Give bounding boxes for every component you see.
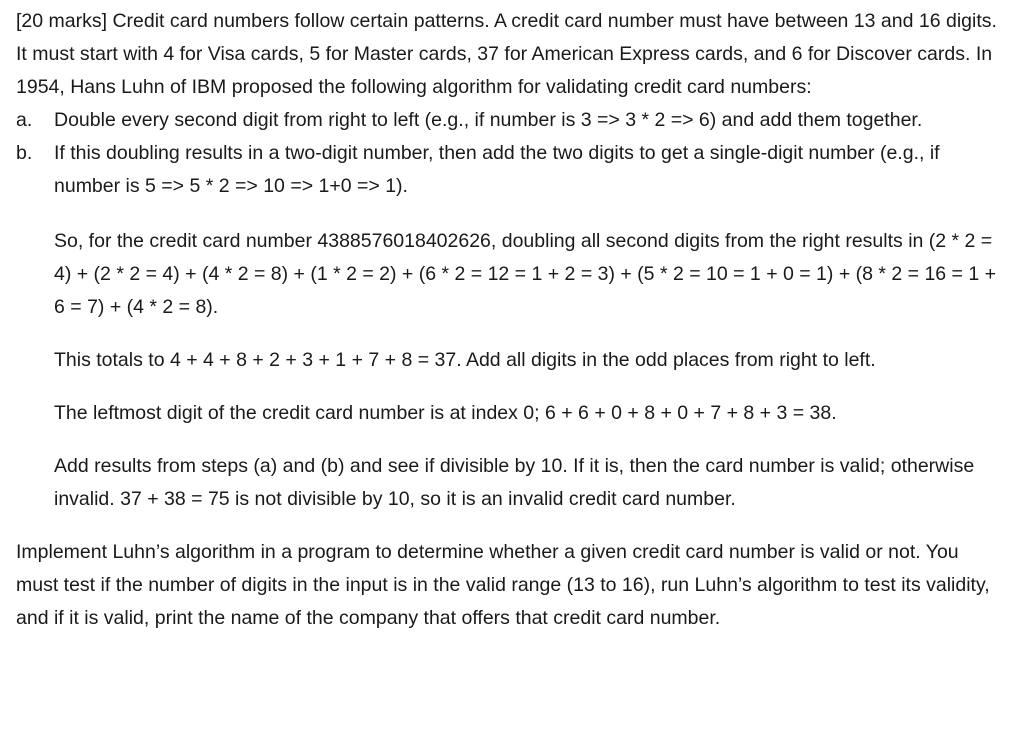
step-b-text: If this doubling results in a two-digit number, then add the two digits to get a single-digit number (e.g., if number is 5 => 5 * 2 => 10 => 1+0 => 1). (54, 142, 940, 197)
step-a (16, 104, 1006, 137)
example-result-paragraph: Add results from steps (a) and (b) and see if divisible by 10. If it is, then the card number is valid; otherwise invalid. 37 + 38 = 75 is not divisible by 10, so it is an invalid credit card number. (54, 455, 975, 510)
intro-paragraph: [20 marks] Credit card numbers follow certain patterns. A credit card number must have between 13 and 16 digits. It must start with 4 for Visa cards, 5 for Master cards, 37 for American Express cards, and 6 for Discover cards. In 1954, Hans Luhn of IBM proposed the following algorithm for validating credit card numbers: (16, 10, 997, 98)
document-body (16, 5, 1006, 635)
step-b (16, 137, 1006, 203)
step-a-text: Double every second digit from right to left (e.g., if number is 3 => 3 * 2 => 6) and add them together. (54, 109, 923, 131)
example-doubling-paragraph: So, for the credit card number 4388576018402626, doubling all second digits from the right results in (2 * 2 = 4) + (2 * 2 = 4) + (4 * 2 = 8) + (1 * 2 = 2) + (6 * 2 = 12 = 1 + 2 = 3) + (5 * 2 = 10 = 1 + 0 = 1) + (8 * 2 = 16 = 1 + 6 = 7) + (4 * 2 = 8). (54, 230, 997, 318)
step-b-marker: b. (16, 142, 33, 164)
algorithm-steps-list (16, 104, 1006, 203)
example-total-paragraph: This totals to 4 + 4 + 8 + 2 + 3 + 1 + 7 + 8 = 37. Add all digits in the odd places from right to left. (54, 349, 876, 371)
task-paragraph: Implement Luhn’s algorithm in a program to determine whether a given credit card number is valid or not. You must test if the number of digits in the input is in the valid range (13 to 16), run Luhn’s algorithm to test its validity, and if it is valid, print the name of the company that offers that credit card number. (16, 541, 990, 629)
example-odd-sum-paragraph: The leftmost digit of the credit card number is at index 0; 6 + 6 + 0 + 8 + 0 + 7 + 8 + 3 = 38. (54, 402, 837, 424)
step-a-marker: a. (16, 109, 33, 131)
